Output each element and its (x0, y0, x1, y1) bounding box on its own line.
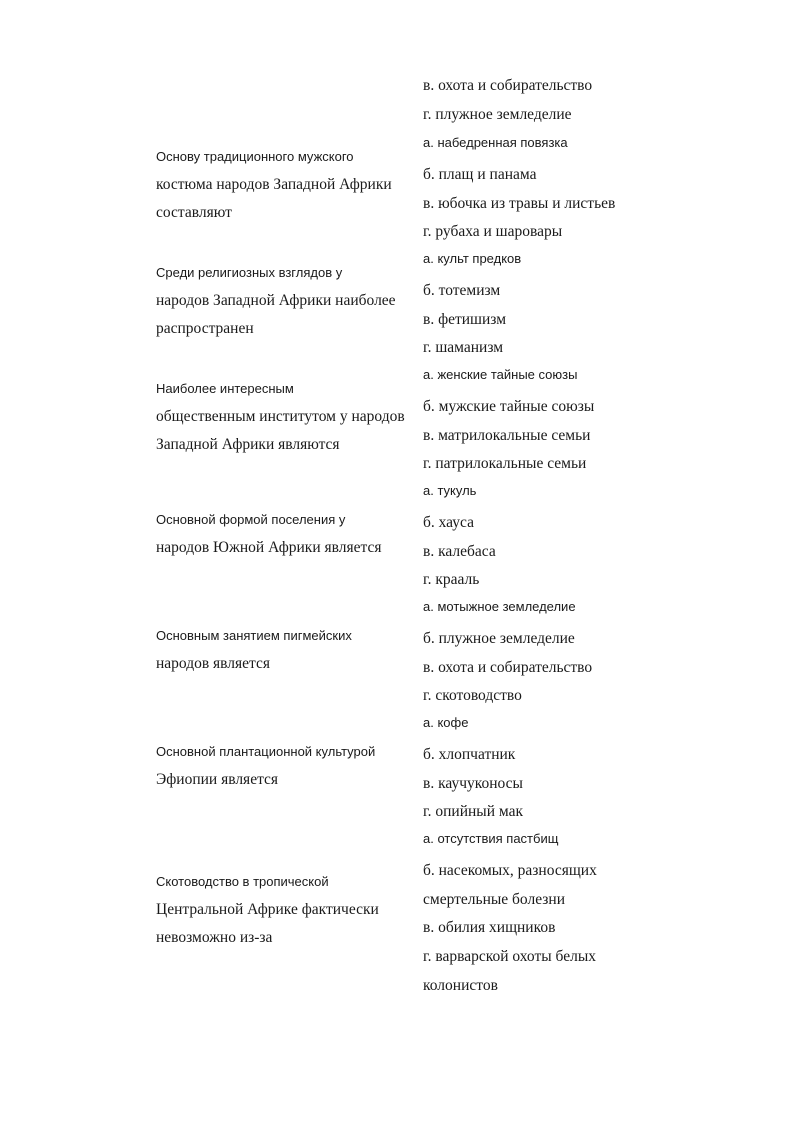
question-4 (156, 509, 418, 562)
question-text: народов Западной Африки наиболее распространен (156, 292, 396, 337)
option-d: г. крааль (423, 571, 480, 589)
question-5 (156, 625, 418, 678)
question-4-options (423, 480, 643, 595)
question-text: Центральной Африке фактически невозможно из-за (156, 901, 379, 946)
option-c: в. охота и собирательство (423, 658, 593, 676)
question-1-options (423, 132, 643, 247)
question-text-line1: Основной формой поселения у (156, 512, 346, 527)
option-b: б. тотемизм (423, 282, 501, 299)
option-c: в. каучуконосы (423, 774, 523, 792)
option-c: в. фетишизм (423, 310, 507, 328)
option-c: в. матрилокальные семьи (423, 426, 591, 444)
question-7-options (423, 828, 643, 1001)
question-text-line1: Основной плантационной культурой (156, 744, 376, 759)
question-5-options (423, 596, 643, 711)
option-c: в. обилия хищников (423, 919, 556, 937)
option-b: б. мужские тайные союзы (423, 398, 595, 415)
question-1 (156, 146, 418, 227)
question-text-line1: Скотоводство в тропической (156, 874, 329, 889)
question-text: народов является (156, 655, 271, 672)
option-a: а. тукуль (423, 483, 477, 498)
option-a: а. кофе (423, 715, 469, 730)
option-d: г. варварской охоты белых колонистов (423, 948, 596, 994)
question-6 (156, 741, 418, 794)
question-2-options (423, 248, 643, 363)
question-3-options (423, 364, 643, 479)
option-text: г. плужное земледелие (423, 105, 572, 123)
option-a: а. набедренная повязка (423, 135, 568, 150)
option-text: в. охота и собирательство (423, 77, 593, 94)
question-text-line1: Наиболее интересным (156, 381, 294, 396)
question-7 (156, 871, 418, 952)
option-b: б. хауса (423, 514, 474, 531)
question-text-line1: Основным занятием пигмейских (156, 628, 352, 643)
question-6-options (423, 712, 643, 827)
option-d: г. скотоводство (423, 687, 522, 705)
question-text: общественным институтом у народов Западной Африки являются (156, 408, 405, 453)
option-c: в. юбочка из травы и листьев (423, 194, 616, 212)
option-b: б. плащ и панама (423, 166, 537, 183)
question-text-line1: Среди религиозных взглядов у (156, 265, 343, 280)
option-d: г. рубаха и шаровары (423, 223, 563, 241)
option-a: а. женские тайные союзы (423, 367, 578, 382)
option-d: г. патрилокальные семьи (423, 455, 587, 473)
top-options (423, 72, 643, 129)
option-b: б. насекомых, разносящих смертельные болезни (423, 862, 597, 908)
question-2 (156, 262, 418, 343)
question-text: народов Южной Африки является (156, 539, 382, 556)
option-a: а. мотыжное земледелие (423, 599, 576, 614)
option-d: г. опийный мак (423, 803, 523, 821)
question-text-line1: Основу традиционного мужского (156, 149, 354, 164)
option-b: б. хлопчатник (423, 746, 516, 763)
option-d: г. шаманизм (423, 339, 504, 357)
option-a: а. культ предков (423, 251, 522, 266)
question-3 (156, 378, 418, 459)
option-a: а. отсутствия пастбищ (423, 831, 559, 846)
question-text: костюма народов Западной Африки составляют (156, 176, 392, 221)
option-c: в. калебаса (423, 542, 496, 560)
option-b: б. плужное земледелие (423, 630, 575, 647)
question-text: Эфиопии является (156, 771, 279, 788)
